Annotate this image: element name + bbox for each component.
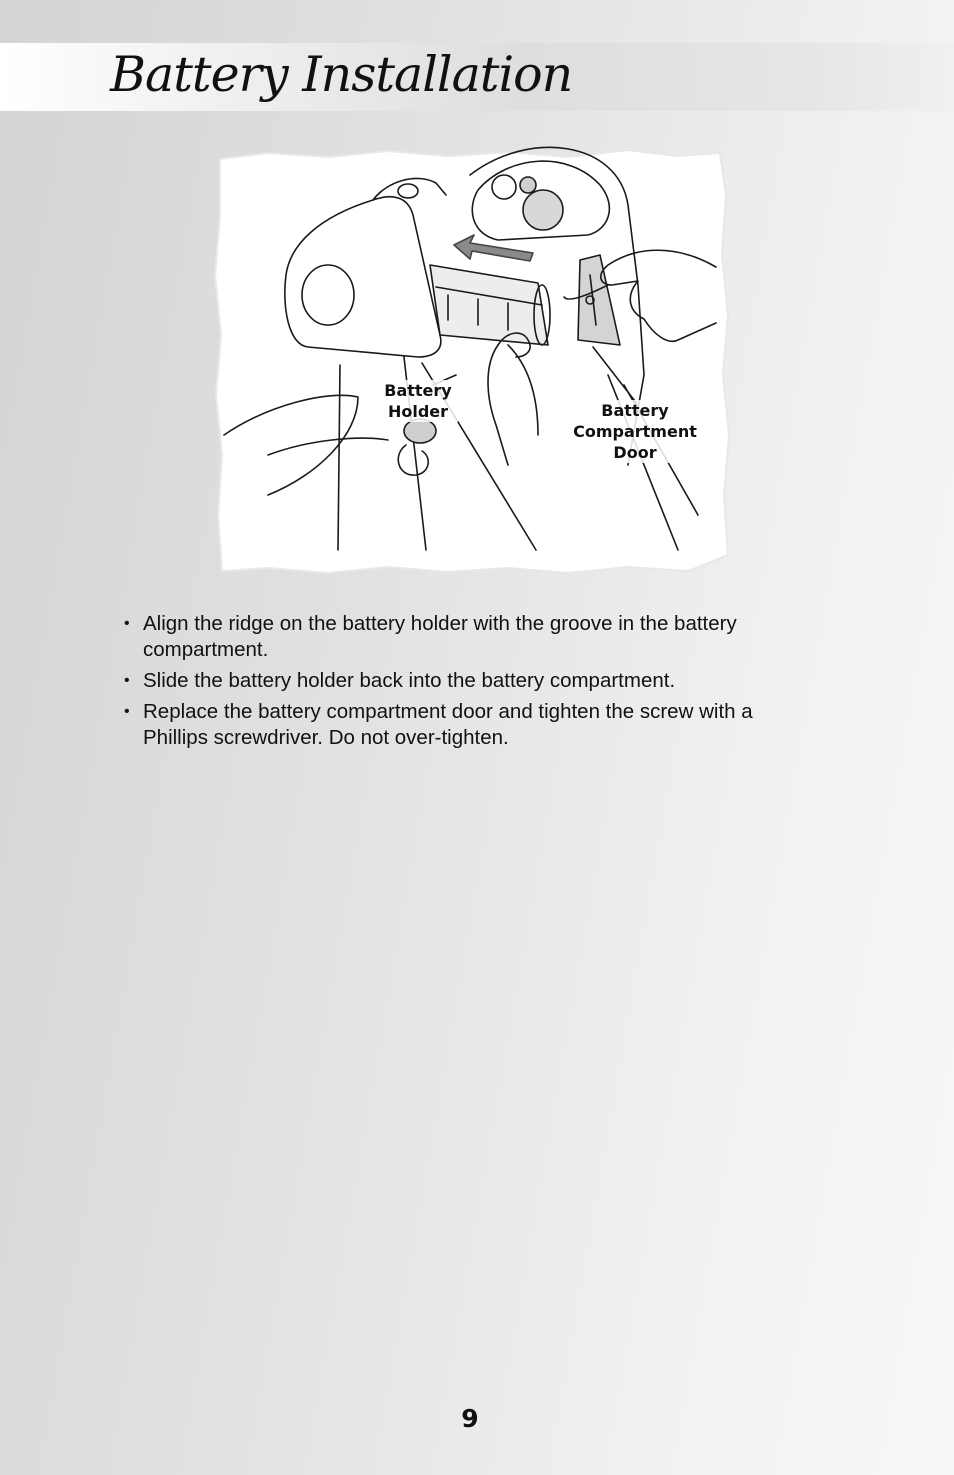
bullet-icon: •: [124, 703, 130, 720]
toy-teether: [404, 419, 436, 443]
callout-battery-holder-line-1: Battery: [384, 381, 452, 400]
list-item: [124, 668, 784, 694]
callout-compartment-door-line-3: Door: [613, 443, 657, 462]
list-item: [124, 699, 784, 751]
instruction-text: Align the ridge on the battery holder with the groove in the battery compartment.: [143, 612, 737, 661]
headrest-toy-2: [523, 190, 563, 230]
bullet-icon: •: [124, 615, 130, 632]
headrest-toy-3: [520, 177, 536, 193]
instructions-list: [124, 611, 784, 756]
instruction-text: Slide the battery holder back into the battery compartment.: [143, 669, 676, 692]
callout-compartment-door: [563, 400, 707, 463]
callout-compartment-door-line-1: Battery: [601, 401, 669, 420]
instruction-text: Replace the battery compartment door and tighten the screw with a Phillips screwdriver. Do not over-tighten.: [143, 700, 753, 749]
page-number: 9: [461, 1404, 479, 1433]
callout-battery-holder: [378, 380, 458, 422]
page-title: Battery Installation: [110, 46, 573, 103]
list-item: [124, 611, 784, 663]
callout-battery-holder-line-2: Holder: [387, 402, 449, 421]
bullet-icon: •: [124, 672, 130, 689]
callout-compartment-door-line-2: Compartment: [573, 422, 697, 441]
battery-installation-illustration: [208, 135, 734, 585]
